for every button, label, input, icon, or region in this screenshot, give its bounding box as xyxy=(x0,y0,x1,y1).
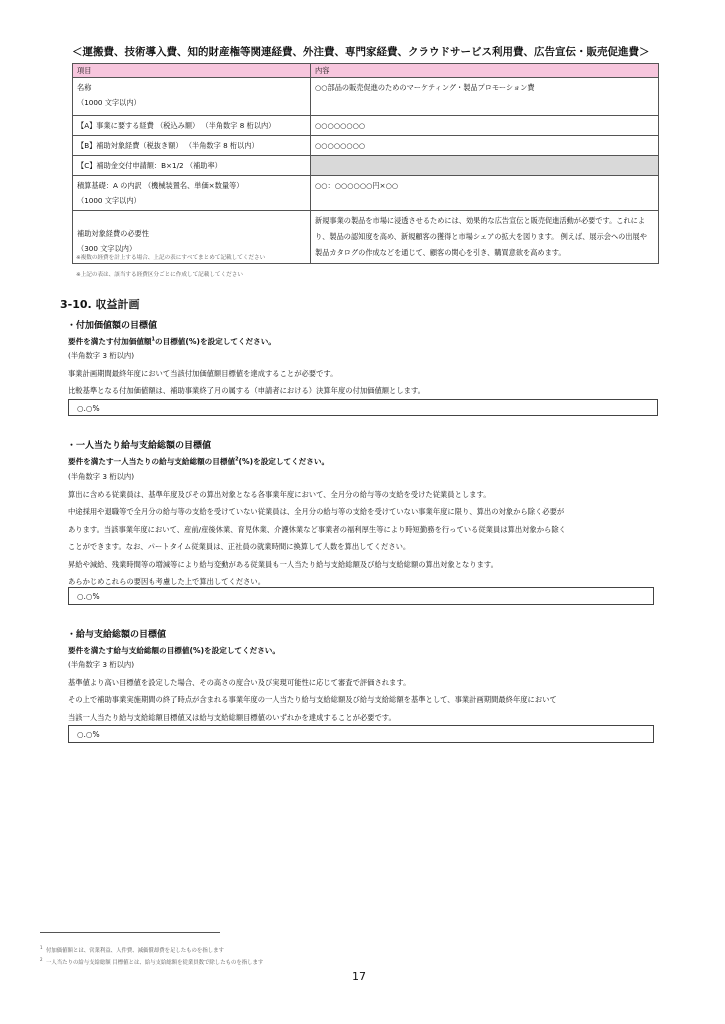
header-content: 内容 xyxy=(311,64,659,78)
table-row xyxy=(73,78,659,116)
total-salary-description: (半角数字 3 桁以内) 基準値より高い目標値を設定した場合、その高さの度合い及び実現可能性に応じて審査で評価されます。 その上で補助事業実施期間の終了時点が含まれる事業年度の一人当たり給与支給総額及び給与支給総額を基準として、事業計画期間最終年度において 当該一人当たり給与支給総額目標値又は給与支給総額目標値のいずれかを達成することが必要です。 xyxy=(68,660,557,722)
per-capita-salary-description: (半角数字 3 桁以内) 算出に含める従業員は、基準年度及びその算出対象となる各事業年度において、全月分の給与等の支給を受けた従業員とします。 中途採用や退職等で全月分の給与等の支給を受けていない従業員は、全月分の給与等の支給を受けていない事業年度に限り、算出の対象から除く必要が あります。当該事業年度において、産前/産後休業、育児休業、介護休業など事業者の福利厚生等により時短勤務を行っている従業員は算出対象から除く ことができます。なお、パートタイム従業員は、正社員の就業時間に換算して人数を算出してください。 昇給や減給、残業時間等の増減等により給与変動がある従業員も一人当たり給与支給総額及び給与支給総額の算出対象となります。 あらかじめこれらの要因も考慮した上で算出してください。 xyxy=(68,472,566,586)
value-added-description: (半角数字 3 桁以内) 事業計画期間最終年度において当該付加価値額目標値を達成することが必要です。 比較基準となる付加価値額は、補助事業終了月の属する（申請者における）決算年度の付加価値額とします。 xyxy=(68,351,425,395)
row-content-disabled xyxy=(311,156,659,176)
row-content: ○○：○○○○○○円×○○ xyxy=(311,176,659,211)
footnote: $^2$ 一人当たりの給与支給総額 目標値とは、給与支給総額を従業員数で除したものを指します xyxy=(40,957,264,966)
footnote-divider xyxy=(40,932,220,933)
row-content: ○○○○○○○○ xyxy=(311,136,659,156)
footnote-ref: 1 xyxy=(151,336,156,343)
row-item: 【C】補助金交付申請額：B×1/2 （補助率） xyxy=(73,156,311,176)
row-item: 【A】事業に要する経費 （税込み額） （半角数字 8 桁以内） xyxy=(73,116,311,136)
row-content: ○○○○○○○○ xyxy=(311,116,659,136)
note: ※上記の表は、該当する経費区分ごとに作成して記載してください xyxy=(76,272,243,278)
row-item: 積算基礎：A の内訳 （機械装置名、単価×数量等） （1000 文字以内） xyxy=(73,176,311,211)
table-row xyxy=(73,116,659,136)
per-capita-salary-title: ・一人当たり給与支給総額の目標値 xyxy=(67,441,212,451)
total-salary-answer-field[interactable]: ○.○% xyxy=(68,725,654,743)
row-item: 【B】補助対象経費（税抜き額） （半角数字 8 桁以内） xyxy=(73,136,311,156)
value-added-title: ・付加価値額の目標値 xyxy=(67,321,158,331)
footnote: $^1$ 付加価値額とは、営業利益、人件費、減価償却費を足したものを指します xyxy=(40,945,224,954)
expense-table xyxy=(72,63,659,264)
table-row xyxy=(73,136,659,156)
header-item: 項目 xyxy=(73,64,311,78)
value-added-requirement: 要件を満たす付加価値額$^1$の目標値(%)を設定してください。 xyxy=(68,336,276,346)
row-content: ○○部品の販売促進のためのマーケティング・製品プロモーション費 xyxy=(311,78,659,116)
per-capita-salary-requirement: 要件を満たす一人当たりの給与支給総額の目標値$^2$(%)を設定してください。 xyxy=(68,456,330,466)
note: ※複数の経費を計上する場合、上記の表にすべてまとめて記載してください xyxy=(76,255,266,261)
row-item: 名称 （1000 文字以内） xyxy=(73,78,311,116)
expense-section-title: ＜運搬費、技術導入費、知的財産権等関連経費、外注費、専門家経費、クラウドサービス利用費、広告宣伝・販売促進費＞ xyxy=(72,46,650,58)
per-capita-salary-answer-field[interactable]: ○.○% xyxy=(68,587,654,605)
footnote-ref: 2 xyxy=(235,456,239,463)
section-heading: 3-10. 収益計画 xyxy=(60,298,140,311)
value-added-answer-field[interactable]: ○.○% xyxy=(68,399,658,416)
total-salary-requirement: 要件を満たす給与支給総額の目標値(%)を設定してください。 xyxy=(68,646,280,655)
table-header-row xyxy=(73,64,659,78)
table-row xyxy=(73,176,659,211)
total-salary-title: ・給与支給総額の目標値 xyxy=(67,630,167,640)
row-content: 新規事業の製品を市場に浸透させるためには、効果的な広告宣伝と販売促進活動が必要です。これにより、製品の認知度を高め、新規顧客の獲得と市場シェアの拡大を図ります。 例えば、展示会への出展や製品カタログの作成などを通じて、顧客の関心を引き、購買意欲を高めます。 xyxy=(311,211,659,264)
table-row xyxy=(73,156,659,176)
row-item: 補助対象経費の必要性 （300 文字以内） xyxy=(73,211,311,264)
page-number: 17 xyxy=(352,970,366,983)
